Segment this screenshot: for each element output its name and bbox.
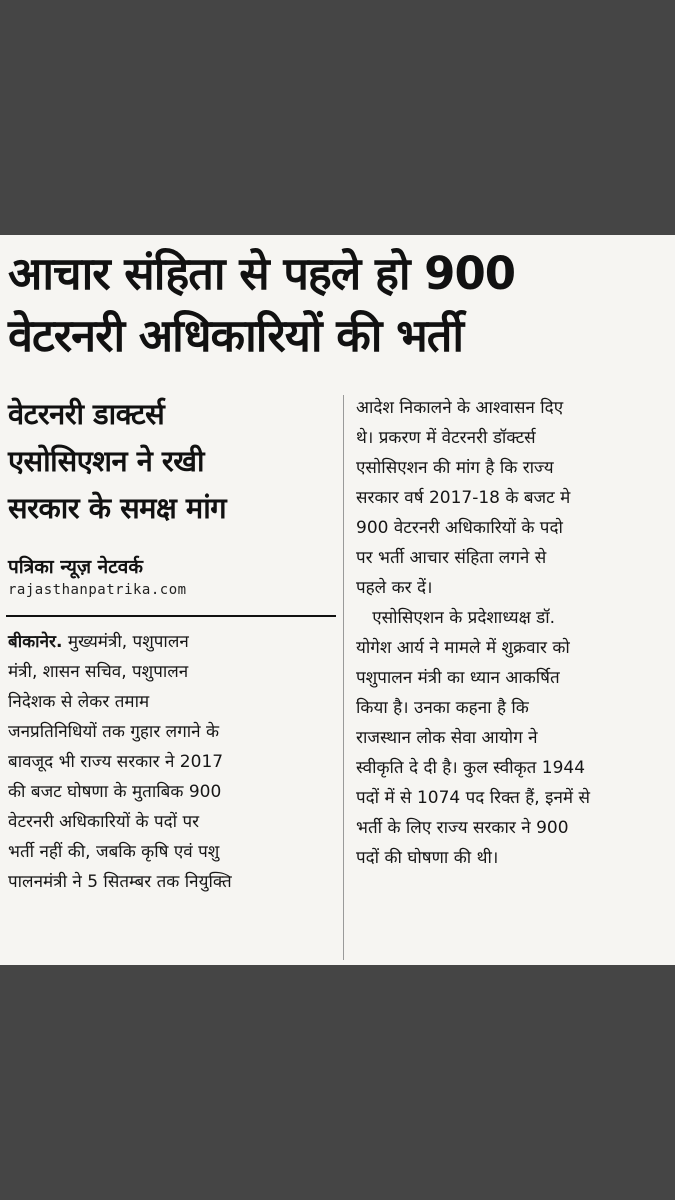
body-line: भर्ती के लिए राज्य सरकार ने 900 xyxy=(356,818,569,838)
body-line: एसोसिएशन के प्रदेशाध्यक्ष डॉ. xyxy=(356,608,556,628)
body-line: भर्ती नहीं की, जबकि कृषि एवं पशु xyxy=(8,842,220,862)
byline: पत्रिका न्यूज़ नेटवर्क xyxy=(8,556,143,578)
body-line: योगेश आर्य ने मामले में शुक्रवार को xyxy=(356,638,570,658)
column-divider xyxy=(343,395,344,960)
body-line: सरकार वर्ष 2017-18 के बजट मे xyxy=(356,488,571,508)
body-line: पदों में से 1074 पद रिक्त हैं, इनमें से xyxy=(356,788,590,808)
body-line: पशुपालन मंत्री का ध्यान आकर्षित xyxy=(356,668,560,688)
subheadline-line-2: एसोसिएशन ने रखी xyxy=(8,444,205,478)
subheadline-line-3: सरकार के समक्ष मांग xyxy=(8,491,227,525)
body-line: वेटरनरी अधिकारियों के पदों पर xyxy=(8,812,200,832)
body-line: पहले कर दें। xyxy=(356,578,433,598)
body-line: की बजट घोषणा के मुताबिक 900 xyxy=(8,782,222,802)
body-line: मंत्री, शासन सचिव, पशुपालन xyxy=(8,662,189,682)
body-line: किया है। उनका कहना है कि xyxy=(356,698,529,718)
body-line xyxy=(8,627,232,657)
body-line: 900 वेटरनरी अधिकारियों के पदो xyxy=(356,518,563,538)
body-line: एसोसिएशन की मांग है कि राज्य xyxy=(356,458,554,478)
newspaper-clipping xyxy=(0,235,675,965)
website-url: rajasthanpatrika.com xyxy=(8,582,187,598)
body-line: जनप्रतिनिधियों तक गुहार लगाने के xyxy=(8,722,220,742)
body-line: बावजूद भी राज्य सरकार ने 2017 xyxy=(8,752,224,772)
body-line: राजस्थान लोक सेवा आयोग ने xyxy=(356,728,538,748)
body-line: आदेश निकालने के आश्वासन दिए xyxy=(356,398,564,418)
body-line: पर भर्ती आचार संहिता लगने से xyxy=(356,548,547,568)
body-line: निदेशक से लेकर तमाम xyxy=(8,692,150,712)
subheadline-line-1: वेटरनरी डाक्टर्स xyxy=(8,397,165,431)
body-text: मुख्यमंत्री, पशुपालन xyxy=(67,632,189,652)
headline-line-2: वेटरनरी अधिकारियों की भर्ती xyxy=(8,309,464,362)
subheadline xyxy=(8,391,333,532)
body-line: स्वीकृति दे दी है। कुल स्वीकृत 1944 xyxy=(356,758,586,778)
byline-divider xyxy=(6,615,336,617)
dateline: बीकानेर. xyxy=(8,632,63,652)
body-line: थे। प्रकरण में वेटरनरी डॉक्टर्स xyxy=(356,428,536,448)
body-line: पालनमंत्री ने 5 सितम्बर तक नियुक्ति xyxy=(8,872,232,892)
left-column xyxy=(8,627,232,897)
headline-line-1: आचार संहिता से पहले हो 900 xyxy=(8,247,516,300)
body-line: पदों की घोषणा की थी। xyxy=(356,848,499,868)
right-column xyxy=(356,393,590,873)
headline xyxy=(8,243,668,367)
